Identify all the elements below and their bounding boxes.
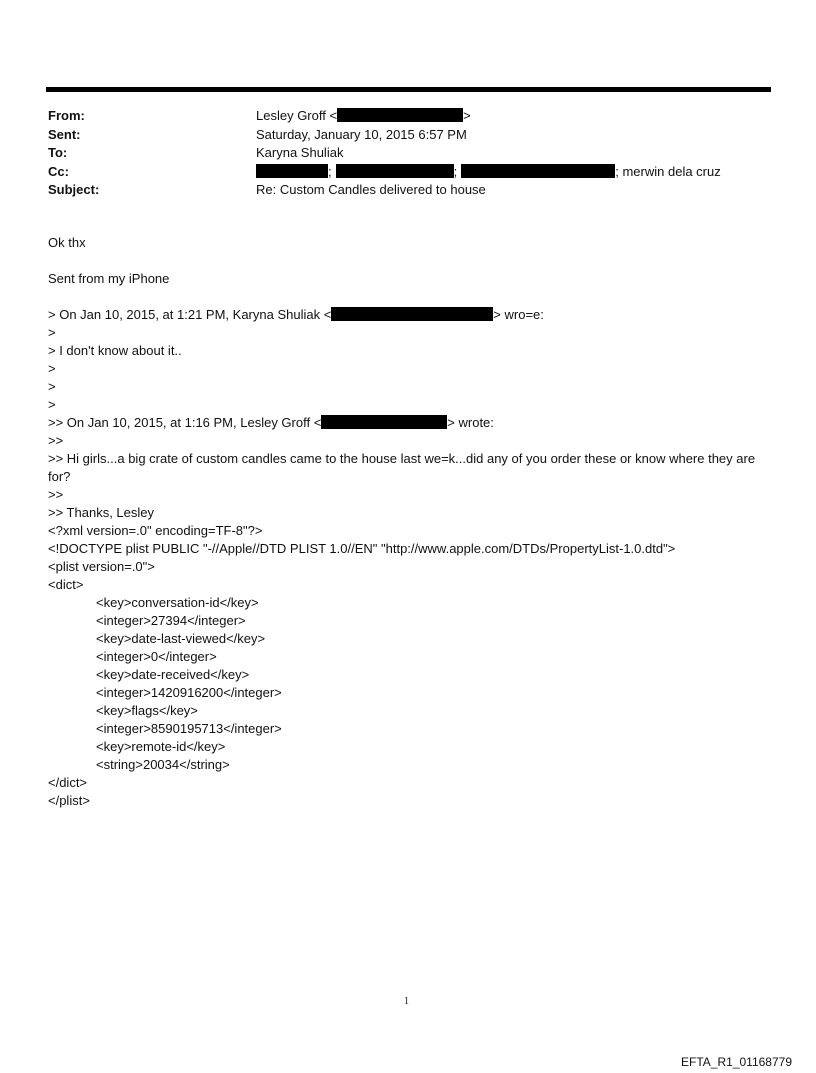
quoted-line: >> Hi girls...a big crate of custom candles came to the house last we=k...did any of you order these or know where they are for? [48, 451, 756, 484]
xml-line: <integer>1420916200</integer> [96, 685, 282, 700]
quoted-line: > [48, 325, 56, 340]
quoted-line [48, 306, 760, 324]
redaction [461, 164, 615, 178]
xml-line: <dict> [48, 577, 84, 592]
xml-line: <integer>8590195713</integer> [96, 721, 282, 736]
quoted-line [48, 414, 760, 432]
xml-line: <integer>27394</integer> [96, 613, 246, 628]
quoted-line: > [48, 379, 56, 394]
xml-line: </plist> [48, 793, 90, 808]
email-body [48, 234, 760, 810]
xml-line: <key>conversation-id</key> [96, 595, 259, 610]
sent-label: Sent: [48, 126, 81, 142]
quote-attribution-end: > wro=e: [493, 307, 544, 322]
xml-line: <?xml version=.0" encoding=TF-8"?> [48, 523, 263, 538]
quoted-line: >> [48, 487, 64, 502]
quoted-line: >> Thanks, Lesley [48, 505, 154, 520]
xml-line: <key>date-last-viewed</key> [96, 631, 266, 646]
cc-separator: ; [328, 163, 332, 179]
quote-attribution-end: > wrote: [447, 415, 494, 430]
redaction [337, 108, 463, 122]
xml-line: <plist version=.0"> [48, 559, 155, 574]
bates-number: EFTA_R1_01168779 [681, 1055, 792, 1069]
signature: Sent from my iPhone [48, 271, 170, 286]
to-label: To: [48, 145, 68, 160]
cc-separator: ; [453, 163, 458, 179]
xml-line: <key>flags</key> [96, 703, 198, 718]
sent-value: Saturday, January 10, 2015 6:57 PM [256, 126, 467, 142]
subject-value: Re: Custom Candles delivered to house [256, 182, 486, 197]
quoted-line: >> [48, 433, 64, 448]
redaction [256, 164, 328, 178]
header-rule [46, 87, 771, 92]
from-name: Lesley Groff < [256, 108, 338, 123]
page-number: 1 [404, 996, 409, 1007]
quoted-line: > [48, 397, 56, 412]
cc-label: Cc: [48, 163, 69, 179]
redaction [336, 164, 454, 178]
xml-line: <key>remote-id</key> [96, 739, 226, 754]
subject-label: Subject: [48, 182, 100, 197]
xml-line: <integer>0</integer> [96, 649, 217, 664]
reply-text: Ok thx [48, 235, 86, 250]
xml-line: <key>date-received</key> [96, 667, 250, 682]
to-value: Karyna Shuliak [256, 145, 344, 160]
from-close: > [463, 108, 471, 123]
xml-line: <!DOCTYPE plist PUBLIC "-//Apple//DTD PLIST 1.0//EN" "http://www.apple.com/DTDs/PropertyList-1.0.dtd"> [48, 541, 676, 556]
xml-line: <string>20034</string> [96, 757, 230, 772]
from-label: From: [48, 108, 85, 123]
quoted-line: > [48, 361, 56, 376]
redaction [321, 415, 447, 429]
redaction [331, 307, 493, 321]
cc-value [256, 163, 721, 182]
cc-tail: ; merwin dela cruz [615, 163, 721, 179]
quoted-line: > I don't know about it.. [48, 343, 182, 358]
xml-line: </dict> [48, 775, 88, 790]
quote-attribution: > On Jan 10, 2015, at 1:21 PM, Karyna Shuliak < [48, 307, 332, 322]
quote-attribution: >> On Jan 10, 2015, at 1:16 PM, Lesley Groff < [48, 415, 322, 430]
from-value [256, 107, 471, 126]
